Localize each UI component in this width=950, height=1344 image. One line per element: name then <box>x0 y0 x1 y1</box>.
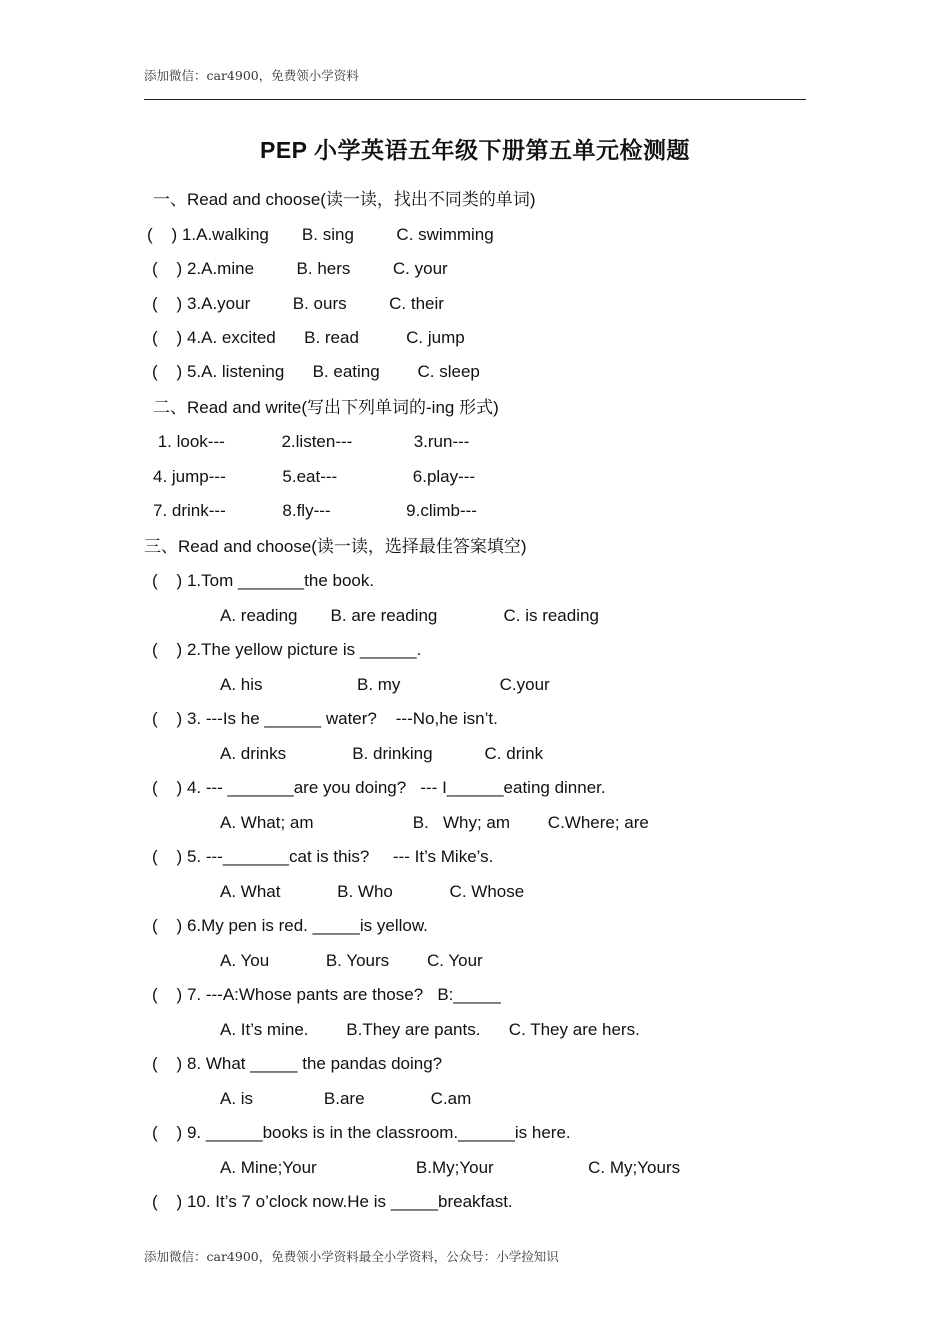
question-3-options: A. drinks B. drinking C. drink <box>220 744 544 763</box>
question-8-options: A. is B.are C.am <box>220 1089 472 1108</box>
question-6-options: A. You B. Yours C. Your <box>220 951 483 970</box>
section1-item-2: ( ) 2.A.mine B. hers C. your <box>152 259 448 278</box>
question-9-options: A. Mine;Your B.My;Your C. My;Yours <box>220 1158 681 1177</box>
section1-item-4: ( ) 4.A. excited B. read C. jump <box>152 328 465 347</box>
question-7: ( ) 7. ---A:Whose pants are those? B:_____ <box>152 985 501 1004</box>
question-5-options: A. What B. Who C. Whose <box>220 882 525 901</box>
page-footer: 添加微信：car4900，免费领小学资料最全小学资料，公众号：小学捡知识 <box>144 1249 559 1264</box>
question-4-options: A. What; am B. Why; am C.Where; are <box>220 813 649 832</box>
question-2-options: A. his B. my C.your <box>220 675 550 694</box>
question-7-options: A. It’s mine. B.They are pants. C. They are hers. <box>220 1020 640 1039</box>
section2-row-2: 4. jump--- 5.eat--- 6.play--- <box>153 467 476 486</box>
section2-row-3: 7. drink--- 8.fly--- 9.climb--- <box>153 501 477 520</box>
page-header: 添加微信：car4900，免费领小学资料 <box>144 68 359 83</box>
question-1: ( ) 1.Tom _______the book. <box>152 571 375 590</box>
question-1-options: A. reading B. are reading C. is reading <box>220 606 599 625</box>
header-rule <box>144 99 806 100</box>
section2-heading: 二、Read and write(写出下列单词的-ing 形式) <box>153 398 499 417</box>
page-title: PEP 小学英语五年级下册第五单元检测题 <box>260 137 690 163</box>
question-9: ( ) 9. ______books is in the classroom.______is here. <box>152 1123 571 1142</box>
section1-item-1: ( ) 1.A.walking B. sing C. swimming <box>147 225 494 244</box>
question-8: ( ) 8. What _____ the pandas doing? <box>152 1054 443 1073</box>
section3-heading: 三、Read and choose(读一读，选择最佳答案填空) <box>144 537 527 556</box>
section1-item-3: ( ) 3.A.your B. ours C. their <box>152 294 444 313</box>
section1-heading: 一、Read and choose(读一读，找出不同类的单词) <box>153 190 536 209</box>
question-4: ( ) 4. --- _______are you doing? --- I______eating dinner. <box>152 778 606 797</box>
question-6: ( ) 6.My pen is red. _____is yellow. <box>152 916 428 935</box>
question-10: ( ) 10. It’s 7 o’clock now.He is _____breakfast. <box>152 1192 513 1211</box>
question-3: ( ) 3. ---Is he ______ water? ---No,he isn’t. <box>152 709 498 728</box>
section1-item-5: ( ) 5.A. listening B. eating C. sleep <box>152 362 480 381</box>
question-2: ( ) 2.The yellow picture is ______. <box>152 640 422 659</box>
question-5: ( ) 5. ---_______cat is this? --- It’s Mike’s. <box>152 847 494 866</box>
section2-row-1: 1. look--- 2.listen--- 3.run--- <box>153 432 470 451</box>
